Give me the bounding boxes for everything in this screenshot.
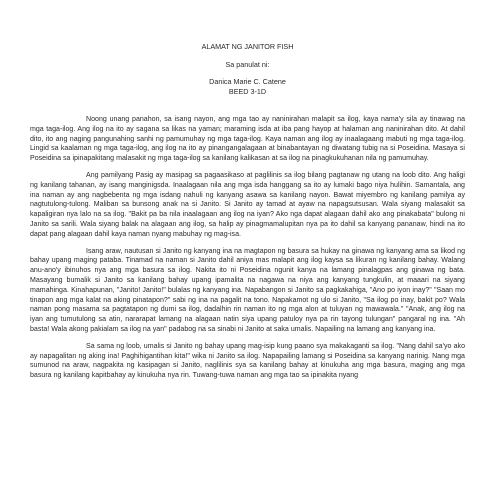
document-body [30, 115, 465, 381]
document-header [30, 42, 465, 97]
byline-label: Sa panulat ni: [225, 60, 270, 69]
paragraph: Noong unang panahon, sa isang nayon, ang mga tao ay naninirahan malapit sa ilog, kaya nama'y sila ay tinawag na mga taga-ilog. Ang ilog na ito ay sagana sa likas na yaman; maraming isda at iba pang hayop at halaman ang naninirahan dito. At dahil dito, ito ang naging pangunahing sanhi ng pamumuhay ng mga taga-ilog. Kaya naman ang ilog ay inaalagaang mabuti ng mga taga-ilog. Lingid sa kaalaman ng mga taga-ilog, ang ilog na ito ay pinangangalagaan at binabantayan ng diwatang tubig na si Poseidina. Masaya si Poseidina sa ipinapakitang malasakit ng mga taga-ilog sa kanilang kalikasan at sa ilog na pinagkukuhanan nila ng pamumuhay. [30, 116, 465, 163]
author-name: Danica Marie C. Catene [209, 77, 286, 86]
paragraph: Sa sama ng loob, umalis si Janito ng bahay upang mag-isip kung paano sya makakaganti sa ilog. "Nang dahil sa'yo ako ay napagalitan ng aking ina! Paghihigantihan kita!" wika ni Janito sa ilog. Napapailing lamang si Poseidina sa kanyang narinig. Nang mga sumunod na araw, nagpakita ng kasipagan si Janito, naglilinis sya sa kanilang bahay at kinukuha ang mga basura, maging ang mga basura ng kanilang kapitbahay ay kinukuha nya rin. Tuwang-tuwa naman ang mga tao sa ipinakita nyang [30, 342, 465, 380]
paragraph: Ang pamilyang Pasig ay masipag sa pagaasikaso at paglilinis sa ilog bilang pagtanaw ng utang na loob dito. Ang haligi ng kanilang tahanan, ay isang manginigsda. Inaalagaan nila ang mga isda hanggang sa ito ay lumaki bago niya hulihin. Samantala, ang ina naman ay ang nagbebenta ng mga isdang nahuli ng kanyang asawa sa kanilang nayon. Bawat miyembro ng kanilang pamilya ay nagtutulong-tulong. Maliban sa bunsong anak na si Janito. Si Janito ay tamad at ayaw na napagsutsusan. Wala siyang malasakit sa kapaligiran nya lalo na sa ilog. "Bakit pa ba nila inaalagaan ang ilog na iyan? Ako nga dapat alagaan dahil ako ang pinakabata" bulong ni Janito sa sarili. Wala siyang balak na alagaan ang ilog, sa halip ay pinagmamalupitan nya pa ito dahil sa kanyang pananaw, hindi na ito dapat pang alagaan dahil kaya naman nyang mabuhay ng mag-isa. [30, 171, 465, 238]
author-section: BEED 3-1D [228, 87, 267, 96]
paragraph: Isang araw, nautusan si Janito ng kanyang ina na magtapon ng basura sa hukay na ginawa ng kanyang ama sa likod ng bahay upang maging pataba. Tinamad na naman si Janito dahil aniya mas malapit ang ilog kaysa sa likuran ng kanilang bahay. Walang anu-ano'y ibinuhos nya ang mga basura sa ilog. Nakita ito ni Poseidina ngunit kanya na lamang pinalagpas ang ginawa ng bata. Masayang bumalik si Janito sa kanilang bahay upang ipamalita na nagawa na niya ang kanyang tungkulin, at maaari na siyang mamahinga. Kinahapunan, "Janito! Janito!" bulalas ng kanyang ina. Napabangon si Janito sa pagkakahiga, "Ano po iyon inay?" "Saan mo tinapon ang mga kalat na aking pinatapon?" sabi ng ina na pagalit na tono. Napakamot ng ulo si Janito, "Sa ilog po inay, bakit po? Wala naman pong masama sa pagtatapon ng dumi sa ilog, dadalhin rin naman ito ng mga alon at tuluyan ng mawawala." "Anak, ang ilog na iyan ang tumutulong sa atin, nararapat lamang na alagaan natin siya upang patuloy nya pa rin tayong tulungan" pangaral ng ina. "Ah basta! Wala akong pakialam sa ilog na yan" padabog na sa sinabi ni Janito at saka umalis. Napailing na lamang ang kanyang ina. [30, 247, 465, 333]
document-title: ALAMAT NG JANITOR FISH [201, 42, 294, 51]
